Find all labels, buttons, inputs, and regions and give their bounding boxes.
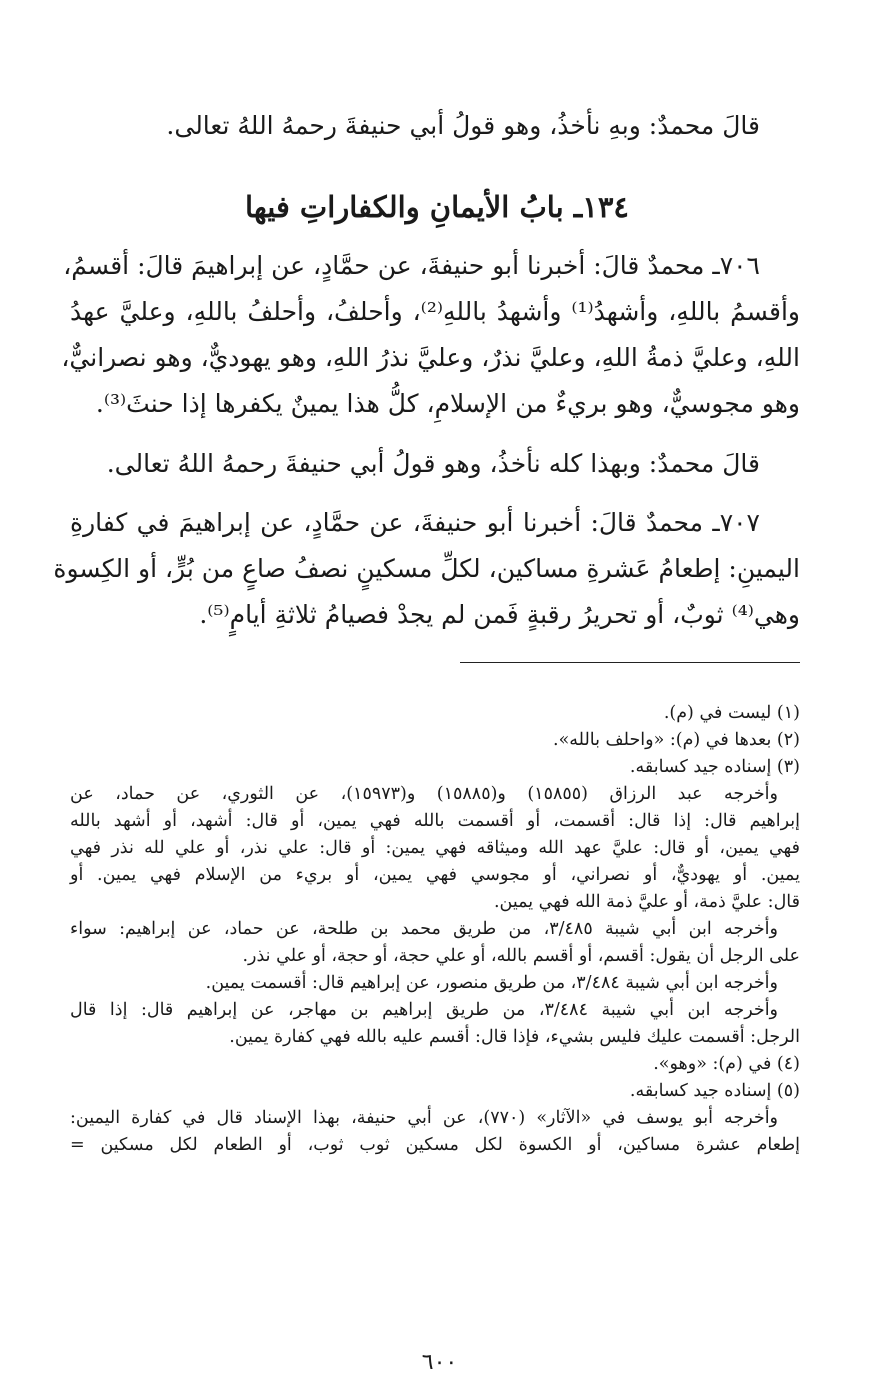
chapter-heading: ١٣٤ـ بابُ الأيمانِ والكفاراتِ فيها: [245, 190, 629, 224]
page-number: ٦٠٠: [421, 1350, 458, 1375]
footnote-2: (٢) بعدها في (م): «واحلف بالله».: [553, 730, 800, 750]
footnote-1: (١) ليست في (م).: [663, 703, 800, 723]
footnote-5-text: وأخرجه أبو يوسف في «الآثار» (٧٧٠)، عن أبي حنيفة، بهذا الإسناد قال في كفارة اليمين:: [70, 1108, 779, 1128]
footnote-3-text: على الرجل أن يقول: أقسم، أو أقسم بالله، أو علي حجة، أو حجة، أو علي نذر.: [242, 946, 800, 966]
footnote-4: (٤) في (م): «وهو».: [653, 1054, 800, 1074]
footnote-3-text: فهي يمين، أو قال: عليَّ عهد الله وميثاقه فهي يمين: أو قال: علي نذر، أو علي لله نذر فهي: [70, 838, 800, 858]
footnote-3-text: قال: عليَّ ذمة، أو عليَّ ذمة الله فهي يمين.: [493, 892, 800, 912]
closing706-line: قالَ محمدٌ: وبهذا كله نأخذُ، وهو قولُ أبي حنيفةَ رحمهُ اللهُ تعالى.: [106, 449, 760, 478]
opening-line: قالَ محمدٌ: وبهِ نأخذُ، وهو قولُ أبي حنيفةَ رحمهُ اللهُ تعالى.: [166, 111, 760, 140]
footnote-3-text: وأخرجه ابن أبي شيبة ٣/٤٨٤، من طريق منصور، عن إبراهيم قال: أقسمت يمين.: [205, 973, 778, 993]
paragraph-707: [53, 508, 800, 648]
closing-706: [70, 451, 800, 497]
opening-paragraph: [70, 113, 800, 159]
footnote-3-text: وأخرجه ابن أبي شيبة ٣/٤٨٤، من طريق إبراهيم بن مهاجر، عن إبراهيم قال: إذا قال: [70, 1000, 779, 1020]
footnote-5: (٥) إسناده جيد كسابقه.: [629, 1081, 800, 1101]
para707-line-2: اليمينِ: إطعامُ عَشرةِ مساكين، لكلِّ مسكينٍ نصفُ صاعٍ من بُرٍّ، أو الكِسوة: [53, 554, 800, 583]
paragraph-706: [61, 251, 801, 437]
footnotes: [70, 705, 800, 1164]
footnote-3-text: إبراهيم قال: إذا قال: أقسمت، أو أقسمت بالله فهي يمين، أو قال: أشهد، أو أشهد بالله: [70, 811, 800, 831]
footnote-3: (٣) إسناده جيد كسابقه.: [629, 757, 800, 777]
para706-line-4: وهو مجوسيٌّ، وهو بريءٌ من الإسلامِ، كلُّ هذا يمينٌ يكفرها إذا حنثَ⁽³⁾.: [95, 389, 800, 418]
footnote-3-text: وأخرجه عبد الرزاق (١٥٨٥٥) و(١٥٨٨٥) و(١٥٩٧٣)، عن الثوري، عن حماد، عن: [70, 784, 778, 804]
para706-line-1: ٧٠٦ـ محمدٌ قالَ: أخبرنا أبو حنيفةَ، عن حمَّادٍ، عن إبراهيمَ قالَ: أقسمُ،: [63, 251, 760, 280]
para706-line-2: وأقسمُ باللهِ، وأشهدُ⁽¹⁾ وأشهدُ باللهِ⁽²⁾، وأحلفُ، وأحلفُ باللهِ، وعليَّ عهدُ: [70, 297, 801, 326]
footnote-separator: [460, 662, 800, 663]
footnote-3-text: الرجل: أقسمت عليك فليس بشيء، فإذا قال: أقسم عليه بالله فهي كفارة يمين.: [229, 1027, 800, 1047]
footnote-3-text: يمين. أو يهوديٌّ، أو نصراني، أو مجوسي فهي يمين، أو بريء من الإسلام فهي يمين. أو: [70, 865, 800, 885]
footnote-5-text: إطعام عشرة مساكين، أو الكسوة لكل مسكين ثوب ثوب، أو الطعام لكل مسكين =: [70, 1135, 800, 1155]
para707-line-3: وهي⁽⁴⁾ ثوبٌ، أو تحريرُ رقبةٍ فَمن لم يجدْ فصيامُ ثلاثةِ أيامٍ⁽⁵⁾.: [199, 600, 800, 629]
para707-line-1: ٧٠٧ـ محمدٌ قالَ: أخبرنا أبو حنيفةَ، عن حمَّادٍ، عن إبراهيمَ في كفارةِ: [70, 508, 760, 537]
footnote-3-text: وأخرجه ابن أبي شيبة ٣/٤٨٥، من طريق محمد بن طلحة، عن حماد، عن إبراهيم: سواء: [70, 919, 778, 939]
para706-line-3: اللهِ، وعليَّ ذمةُ اللهِ، وعليَّ نذرٌ، وعليَّ نذرُ اللهِ، وهو يهوديٌّ، وهو نصرانيٌّ،: [61, 343, 800, 372]
